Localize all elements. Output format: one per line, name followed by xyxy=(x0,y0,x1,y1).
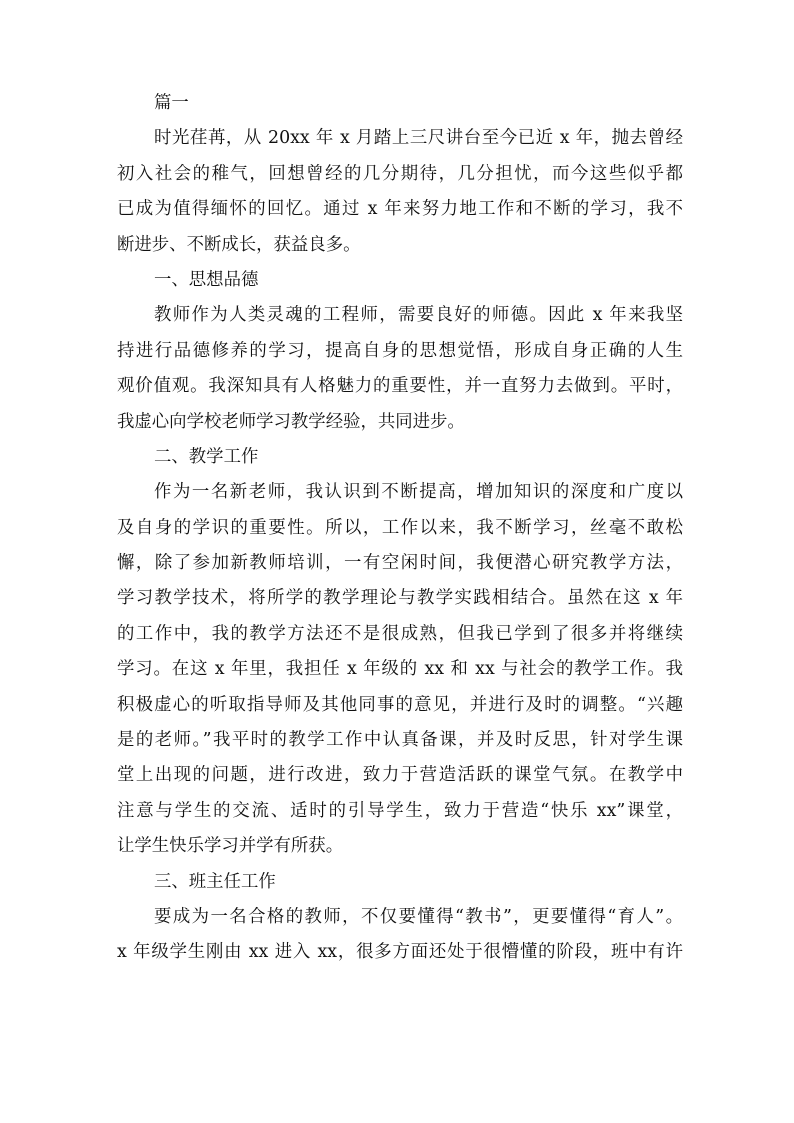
paragraph-line: 断进步、不断成长，获益良多。 xyxy=(117,234,361,255)
paragraph-line: 初入社会的稚气，回想曾经的几分期待，几分担忧，而今这些似乎都 xyxy=(117,163,683,184)
paragraph-line: 积极虚心的听取指导师及其他同事的意见，并进行及时的调整。“兴趣 xyxy=(117,694,683,715)
section-paragraph xyxy=(117,298,683,440)
paragraph-line: 教师作为人类灵魂的工程师，需要良好的师德。因此 x 年来我坚 xyxy=(154,305,683,326)
paragraph-line: x 年级学生刚由 xx 进入 xx，很多方面还处于很懵懂的阶段，班中有许 xyxy=(117,942,683,963)
paragraph-line: 时光荏苒，从 20xx 年 x 月踏上三尺讲台至今已近 x 年，抛去曾经 xyxy=(154,128,683,149)
paragraph-line: 及自身的学识的重要性。所以，工作以来，我不断学习，丝毫不敢松 xyxy=(117,517,683,538)
document-page xyxy=(117,86,683,971)
paragraph-line: 持进行品德修养的学习，提高自身的思想觉悟，形成自身正确的人生 xyxy=(117,340,683,361)
paragraph-line: 注意与学生的交流、适时的引导学生，致力于营造“快乐 xx”课堂， xyxy=(117,800,683,821)
intro-paragraph xyxy=(117,121,683,263)
paragraph-line: 学习教学技术，将所学的教学理论与教学实践相结合。虽然在这 x 年 xyxy=(117,588,683,609)
paragraph-line: 我虚心向学校老师学习教学经验，共同进步。 xyxy=(117,411,465,432)
paragraph-line: 的工作中，我的教学方法还不是很成熟，但我已学到了很多并将继续 xyxy=(117,623,683,644)
paragraph-line: 学习。在这 x 年里，我担任 x 年级的 xx 和 xx 与社会的教学工作。我 xyxy=(117,659,683,680)
document-title: 篇一 xyxy=(154,93,189,113)
paragraph-line: 让学生快乐学习并学有所获。 xyxy=(117,836,344,857)
paragraph-line: 是的老师。”我平时的教学工作中认真备课，并及时反思，针对学生课 xyxy=(117,730,683,751)
section-paragraph xyxy=(117,900,683,971)
section-heading: 三、班主任工作 xyxy=(154,871,276,892)
paragraph-line: 作为一名新老师，我认识到不断提高，增加知识的深度和广度以 xyxy=(154,482,683,503)
section-heading: 二、教学工作 xyxy=(154,446,259,467)
paragraph-line: 懈，除了参加新教师培训，一有空闲时间，我便潜心研究教学方法， xyxy=(117,553,683,574)
paragraph-line: 要成为一名合格的教师，不仅要懂得“教书”，更要懂得“育人”。 xyxy=(154,906,683,927)
paragraph-line: 观价值观。我深知具有人格魅力的重要性，并一直努力去做到。平时， xyxy=(117,376,683,397)
paragraph-line: 已成为值得缅怀的回忆。通过 x 年来努力地工作和不断的学习，我不 xyxy=(117,199,683,220)
paragraph-line: 堂上出现的问题，进行改进，致力于营造活跃的课堂气氛。在教学中 xyxy=(117,765,683,786)
section-heading: 一、思想品德 xyxy=(154,269,259,290)
section-paragraph xyxy=(117,475,683,864)
